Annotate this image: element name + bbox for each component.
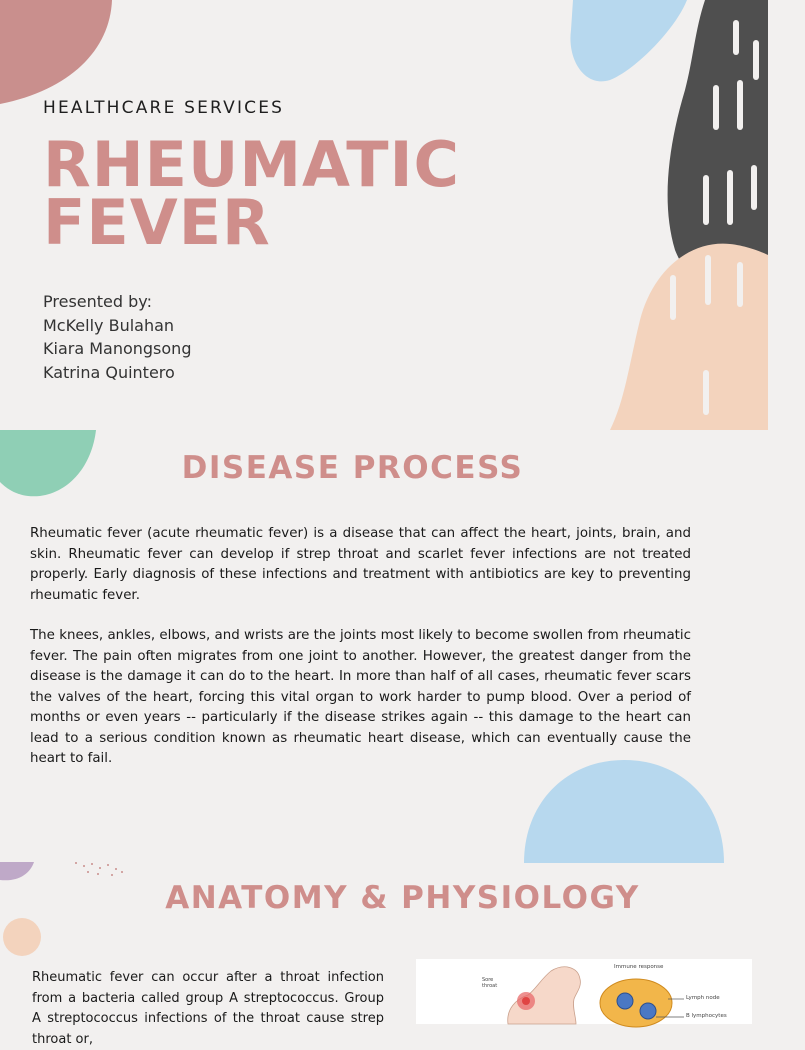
figure-label-b-lymphocytes: B lymphocytes [686, 1013, 727, 1019]
dots-decoration [72, 860, 128, 880]
presenter-name: Kiara Manongsong [43, 339, 192, 358]
presenters-label: Presented by: [43, 292, 152, 311]
page-title [43, 128, 461, 259]
presenters-block [43, 290, 191, 384]
immune-response-figure [416, 959, 752, 1024]
disease-paragraph-1: Rheumatic fever (acute rheumatic fever) is a disease that can affect the heart, joints, brain, and skin. Rheumatic fever can develop if strep throat and scarlet fever infections are not treated properly. Early diagnosis of these infections and treatment with antibiotics are key to preventing rheumatic fever. [30, 526, 691, 603]
anatomy-paragraph: Rheumatic fever can occur after a throat infection from a bacteria called group A streptococcus. Group A streptococcus infections of the throat cause strep throat or, [32, 970, 384, 1047]
anatomy-heading: ANATOMY & PHYSIOLOGY [165, 880, 640, 916]
blue-semicircle [522, 757, 726, 863]
title-line-1: RHEUMATIC [43, 128, 461, 201]
figure-label-sore-throat: Sore throat [482, 977, 498, 989]
eyebrow-label: HEALTHCARE SERVICES [43, 98, 285, 118]
title-line-2: FEVER [43, 186, 271, 259]
figure-label-lymph-node: Lymph node [686, 995, 720, 1001]
presenter-name: McKelly Bulahan [43, 315, 175, 335]
peach-patterned-blob [605, 240, 768, 430]
presenter-name: Katrina Quintero [43, 362, 175, 382]
disease-paragraph-2: The knees, ankles, elbows, and wrists are the joints most likely to become swollen from rheumatic fever. The pain often migrates from one joint to another. However, the greatest danger from the disease is the damage it can do to the heart. In more than half of all cases, rheumatic fever scars the valves of the heart, forcing this vital organ to work harder to pump blood. Over a period of months or even years -- particularly if the disease strikes again -- this damage to the heart can lead to a serious condition known as rheumatic heart disease, which can eventually cause the heart to fail. [30, 628, 691, 766]
peach-circle [2, 917, 42, 957]
figure-label-immune-response: Immune response [614, 964, 664, 970]
pink-blob-top-left [0, 0, 120, 110]
disease-process-heading: DISEASE PROCESS [181, 450, 524, 486]
